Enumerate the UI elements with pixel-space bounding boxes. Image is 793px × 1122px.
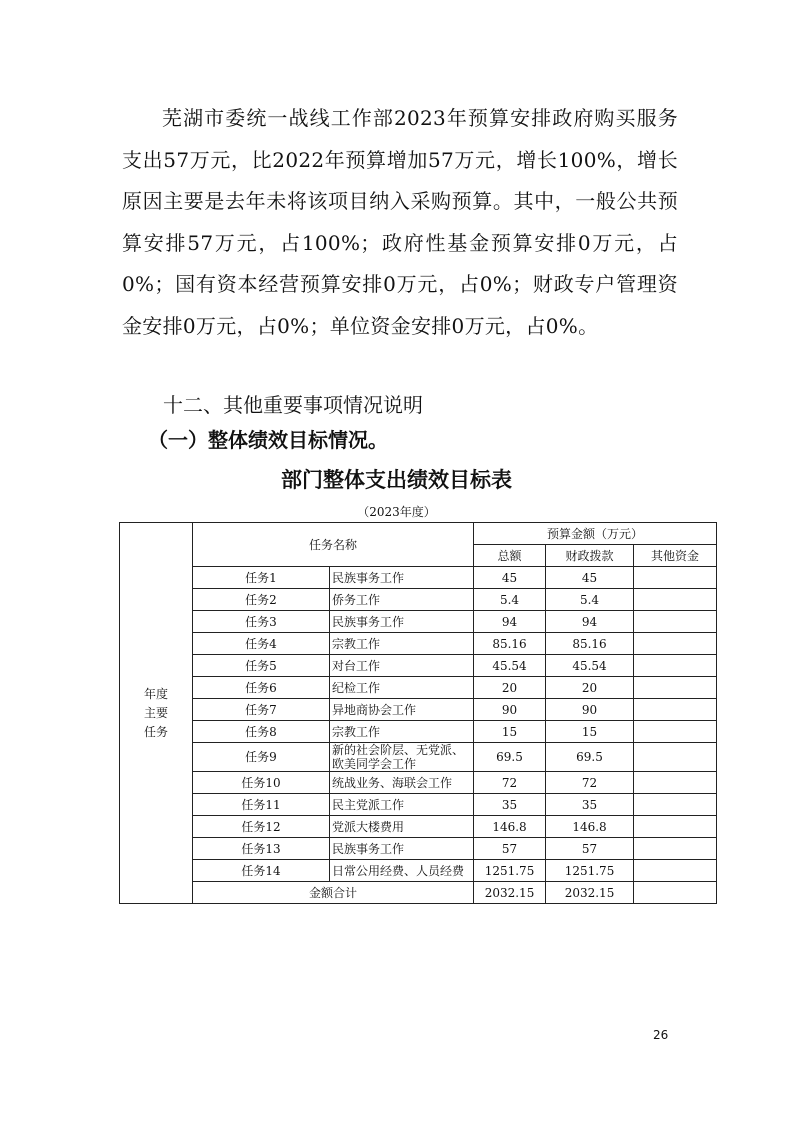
fiscal-cell: 15 (546, 721, 634, 743)
task-name-cell: 新的社会阶层、无党派、欧美同学会工作 (330, 743, 474, 772)
task-id-cell: 任务2 (193, 589, 330, 611)
table-subtitle: （2023年度） (357, 505, 436, 519)
table-row (120, 838, 717, 860)
task-id-cell: 任务10 (193, 772, 330, 794)
task-id-cell: 任务4 (193, 633, 330, 655)
total-cell: 57 (474, 838, 546, 860)
task-name-cell: 对台工作 (330, 655, 474, 677)
fiscal-cell: 45 (546, 567, 634, 589)
task-name-cell: 党派大楼费用 (330, 816, 474, 838)
task-id-cell: 任务13 (193, 838, 330, 860)
fiscal-cell: 72 (546, 772, 634, 794)
total-cell: 94 (474, 611, 546, 633)
table-row (120, 677, 717, 699)
fiscal-cell: 1251.75 (546, 860, 634, 882)
table-row (120, 816, 717, 838)
total-cell: 5.4 (474, 589, 546, 611)
page-number: 26 (653, 1028, 669, 1042)
table-row (120, 794, 717, 816)
task-id-cell: 任务3 (193, 611, 330, 633)
table-row (120, 633, 717, 655)
table-row (120, 655, 717, 677)
task-name-cell: 异地商协会工作 (330, 699, 474, 721)
other-cell (634, 677, 717, 699)
task-id-cell: 任务9 (193, 743, 330, 772)
table-row (120, 743, 717, 772)
task-id-cell: 任务1 (193, 567, 330, 589)
total-cell: 146.8 (474, 816, 546, 838)
task-name-cell: 统战业务、海联会工作 (330, 772, 474, 794)
task-name-cell: 民族事务工作 (330, 611, 474, 633)
other-cell (634, 567, 717, 589)
task-name-cell: 民族事务工作 (330, 567, 474, 589)
sum-label-cell: 金额合计 (193, 882, 474, 904)
task-name-cell: 日常公用经费、人员经费 (330, 860, 474, 882)
other-cell (634, 772, 717, 794)
fiscal-header: 财政拨款 (546, 545, 634, 567)
total-cell: 1251.75 (474, 860, 546, 882)
task-id-cell: 任务14 (193, 860, 330, 882)
budget-group-header: 预算金额（万元） (474, 523, 717, 545)
task-id-cell: 任务6 (193, 677, 330, 699)
other-header: 其他资金 (634, 545, 717, 567)
other-cell (634, 816, 717, 838)
other-cell (634, 721, 717, 743)
other-cell (634, 743, 717, 772)
fiscal-cell: 45.54 (546, 655, 634, 677)
body-paragraph: 芜湖市委统一战线工作部2023年预算安排政府购买服务支出57万元，比2022年预算增加57万元，增长100%，增长原因主要是去年未将该项目纳入采购预算。其中，一般公共预算安排57万元，占100%；政府性基金预算安排0万元，占0%；国有资本经营预算安排0万元，占0%；财政专户管理资金安排0万元，占0%；单位资金安排0万元，占0%。 (122, 106, 678, 338)
task-id-cell: 任务11 (193, 794, 330, 816)
table-row (120, 772, 717, 794)
total-cell: 45.54 (474, 655, 546, 677)
task-name-cell: 宗教工作 (330, 633, 474, 655)
fiscal-cell: 85.16 (546, 633, 634, 655)
total-cell: 69.5 (474, 743, 546, 772)
subsection-heading: （一）整体绩效目标情况。 (148, 428, 388, 452)
other-cell (634, 655, 717, 677)
fiscal-cell: 57 (546, 838, 634, 860)
other-cell (634, 589, 717, 611)
sum-total-cell: 2032.15 (474, 882, 546, 904)
table-row (120, 589, 717, 611)
sum-fiscal-cell: 2032.15 (546, 882, 634, 904)
total-cell: 20 (474, 677, 546, 699)
fiscal-cell: 90 (546, 699, 634, 721)
total-header: 总额 (474, 545, 546, 567)
performance-table (119, 522, 717, 904)
total-cell: 90 (474, 699, 546, 721)
task-name-cell: 侨务工作 (330, 589, 474, 611)
other-cell (634, 838, 717, 860)
table-title: 部门整体支出绩效目标表 (281, 468, 512, 492)
task-name-header: 任务名称 (193, 523, 474, 567)
fiscal-cell: 146.8 (546, 816, 634, 838)
task-name-cell: 民族事务工作 (330, 838, 474, 860)
total-cell: 15 (474, 721, 546, 743)
task-id-cell: 任务5 (193, 655, 330, 677)
task-id-cell: 任务12 (193, 816, 330, 838)
table-row (120, 721, 717, 743)
other-cell (634, 860, 717, 882)
sum-other-cell (634, 882, 717, 904)
total-cell: 85.16 (474, 633, 546, 655)
fiscal-cell: 35 (546, 794, 634, 816)
table-row (120, 699, 717, 721)
task-name-cell: 纪检工作 (330, 677, 474, 699)
fiscal-cell: 94 (546, 611, 634, 633)
total-cell: 72 (474, 772, 546, 794)
total-cell: 35 (474, 794, 546, 816)
task-id-cell: 任务8 (193, 721, 330, 743)
header-row-1 (120, 523, 717, 545)
other-cell (634, 611, 717, 633)
fiscal-cell: 20 (546, 677, 634, 699)
other-cell (634, 633, 717, 655)
annual-tasks-label: 年度 主要 任务 (120, 523, 193, 904)
section-heading: 十二、其他重要事项情况说明 (163, 393, 423, 417)
table-row (120, 860, 717, 882)
task-name-cell: 民主党派工作 (330, 794, 474, 816)
fiscal-cell: 5.4 (546, 589, 634, 611)
task-id-cell: 任务7 (193, 699, 330, 721)
total-cell: 45 (474, 567, 546, 589)
other-cell (634, 794, 717, 816)
table-row (120, 567, 717, 589)
other-cell (634, 699, 717, 721)
fiscal-cell: 69.5 (546, 743, 634, 772)
task-name-cell: 宗教工作 (330, 721, 474, 743)
table-row (120, 611, 717, 633)
sum-row (120, 882, 717, 904)
